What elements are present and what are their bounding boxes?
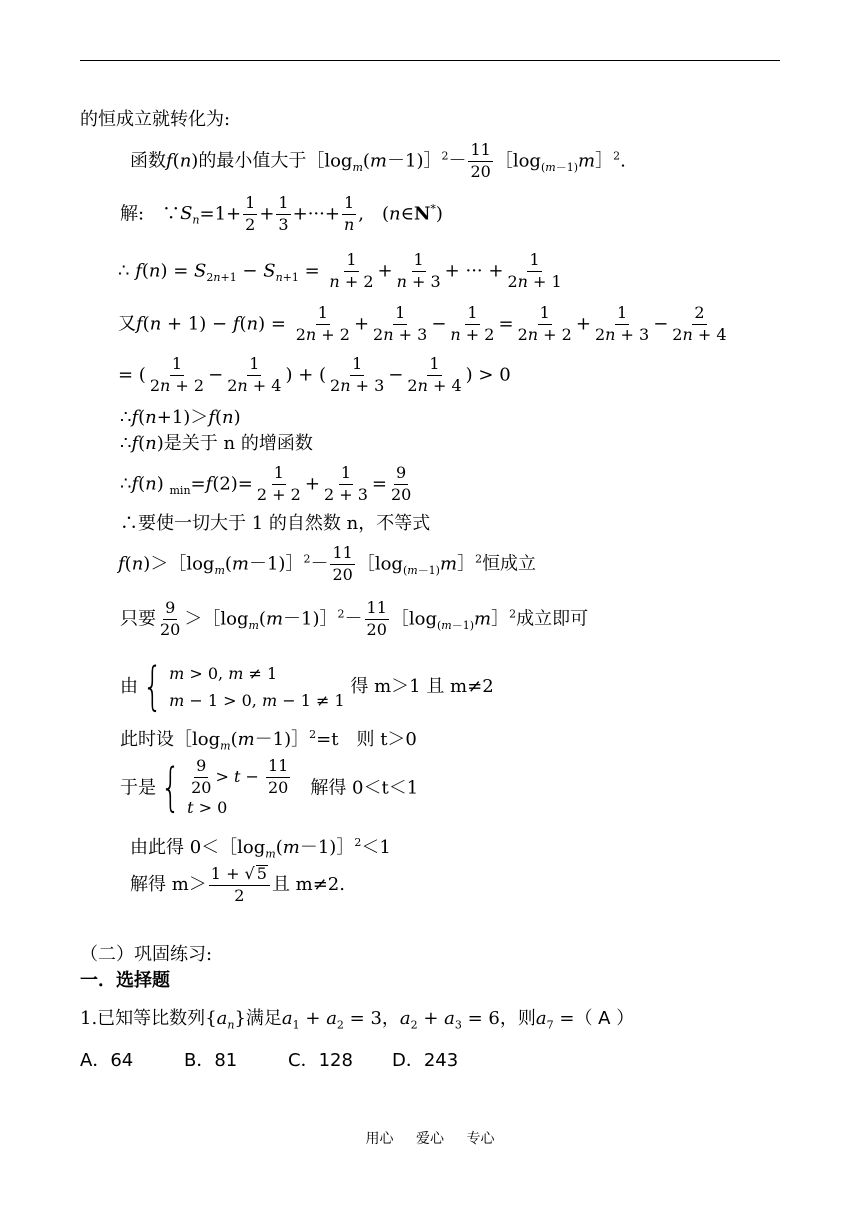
fn-increasing-func: ∴f(n)是关于 n 的增函数 — [120, 433, 313, 454]
natural-line: ∴要使一切大于 1 的自然数 n，不等式 — [120, 513, 431, 534]
difference-line: 又f(n + 1) − f(n) = $\frac{1}{2n + 2}$ + $\frac{1}{2n + 3}$ − $\frac{1}{n + 2}$ = $\frac{1}{2n + 2}$ + $\frac{1}{2n + 3}$ − $\frac{2}{2n + 4}$ — [118, 303, 727, 344]
section-heading: （二）巩固练习: — [80, 944, 213, 965]
only-need-line: 只要 $\frac{9}{20}$ $>[\log_m(m-1)]^2-$ $\frac{11}{20}$ $[\log_{(m-1)}m]^2$成立即可 — [120, 598, 589, 639]
option-b: B．81 — [184, 1050, 238, 1071]
page-footer: 用心 爱心 专心 — [365, 1131, 495, 1147]
fn-min: ∴f(n) $_{min}$=f(2)= $\frac{1}{2 + 2}$ + $\frac{1}{2 + 3}$ = $\frac{9}{20}$ — [120, 463, 412, 504]
condition-line: 函数f(n)的最小值大于$[\log_m(m-1)]^2-$ $\frac{11}{20}$ $[\log_{(m-1)}m]^2$. — [130, 140, 626, 181]
question-1: 1.已知等比数列$\{a_n\}$满足$a_1 + a_2 = 3$，$a_2 + a_3 = 6$，则$a_7$ =（ A ） — [80, 1008, 635, 1032]
fn-definition: ∴ $f(n) = S_{2n+1} - S_{n+1}$ = $\frac{1}{n + 2}$ + $\frac{1}{n + 3}$ + ··· + $\frac{1}{2n + 1}$ — [118, 250, 562, 291]
from-this-line: 由此得 $0<[\log_m(m-1)]^2<1$ — [130, 836, 391, 861]
question-type: 一．选择题 — [80, 970, 170, 991]
system-m: 由{ m > 0, m ≠ 1 m − 1 > 0, m − 1 ≠ 1 得 m＞1 且 m≠2 — [120, 657, 494, 718]
option-d: D．243 — [392, 1050, 459, 1071]
solution-sn-line: 解: $\because S_n=1+$ $\frac{1}{2}$ + $\frac{1}{3}$ +···+ $\frac{1}{n}$ , (n∈N*) — [120, 193, 443, 234]
positive-line: = ( $\frac{1}{2n + 2}$ − $\frac{1}{2n + 4}$ ) + ( $\frac{1}{2n + 3}$ − $\frac{1}{2n + 4}$ ) > 0 — [118, 354, 511, 395]
option-a: A．64 — [80, 1050, 134, 1071]
header-rule — [80, 60, 780, 61]
set-t-line: 此时设$[\log_m(m-1)]^2=t$ 则 t＞0 — [120, 728, 417, 753]
inequality-line: $f(n)>[\log_m(m-1)]^2-$ $\frac{11}{20}$ $[\log_{(m-1)}m]^2$恒成立 — [118, 543, 537, 584]
solve-m-line: 解得 m＞ $\frac{1 + √ 5}{2}$ 且 m≠2. — [130, 864, 345, 905]
intro-line: 的恒成立就转化为: — [80, 109, 231, 130]
option-c: C．128 — [288, 1050, 353, 1071]
system-t: 于是{ $\frac{9}{20}$ > t − $\frac{11}{20}$ t > 0 解得 0＜t＜1 — [120, 756, 419, 819]
fn-increase: ∴f(n+1)＞f(n) — [120, 407, 241, 428]
